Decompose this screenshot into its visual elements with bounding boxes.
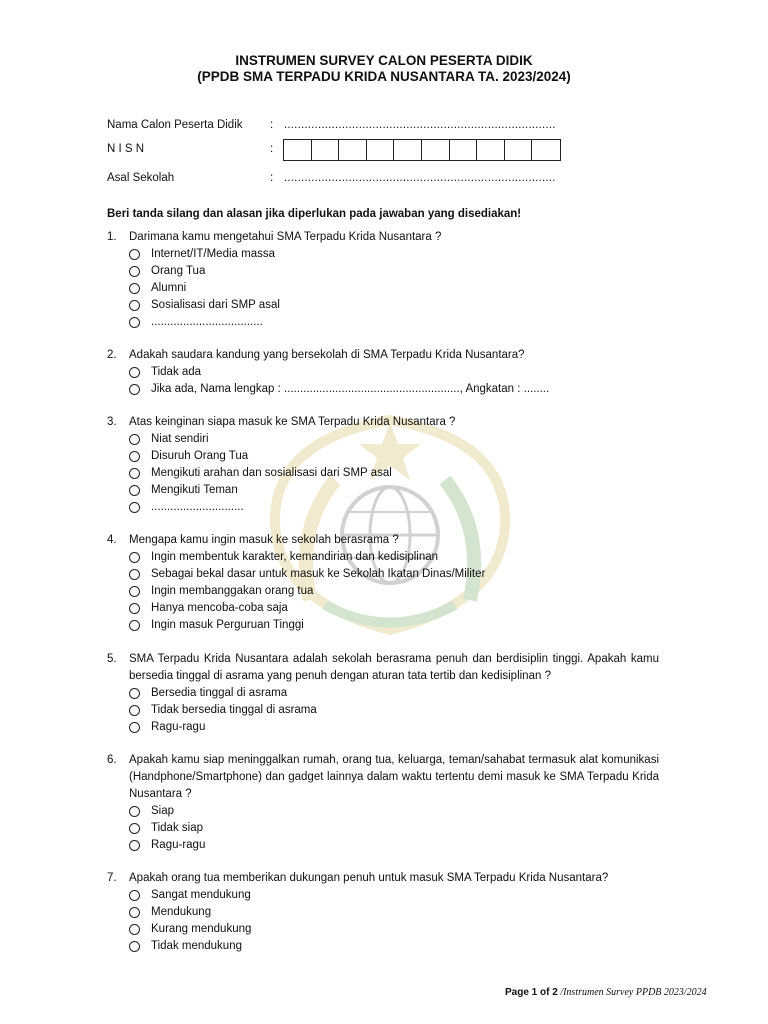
question-text: Atas keinginan siapa masuk ke SMA Terpadu Krida Nusantara ?: [129, 416, 456, 428]
document-title: INSTRUMEN SURVEY CALON PESERTA DIDIK: [235, 53, 533, 68]
question-number: 6.: [107, 754, 117, 766]
radio-circle-icon[interactable]: [129, 451, 140, 462]
question-7: [107, 870, 659, 955]
option-label: Sebagai bekal dasar untuk masuk ke Sekolah Ikatan Dinas/Militer: [151, 568, 486, 580]
radio-circle-icon[interactable]: [129, 705, 140, 716]
question-1: [107, 229, 659, 331]
radio-circle-icon[interactable]: [129, 552, 140, 563]
footer-document-name: /Instrumen Survey PPDB 2023/2024: [557, 987, 707, 998]
answer-option[interactable]: [129, 921, 659, 938]
option-label: Tidak ada: [151, 366, 202, 378]
option-label: Orang Tua: [151, 265, 206, 277]
answer-option[interactable]: [129, 263, 659, 280]
radio-circle-icon[interactable]: [129, 806, 140, 817]
option-label: Mengikuti arahan dan sosialisasi dari SMP asal: [151, 467, 392, 479]
answer-option[interactable]: [129, 938, 659, 955]
answer-option[interactable]: [129, 702, 659, 719]
nisn-digit-box[interactable]: [477, 140, 505, 160]
option-label: Sangat mendukung: [151, 889, 251, 901]
answer-option[interactable]: [129, 600, 659, 617]
question-4: [107, 532, 659, 634]
page-footer: [505, 987, 707, 998]
radio-circle-icon[interactable]: [129, 468, 140, 479]
answer-option[interactable]: [129, 280, 659, 297]
answer-option[interactable]: [129, 566, 659, 583]
option-label: Alumni: [151, 282, 187, 294]
option-label: Mengikuti Teman: [151, 484, 238, 496]
option-label: Bersedia tinggal di asrama: [151, 687, 288, 699]
option-label: Kurang mendukung: [151, 923, 252, 935]
radio-circle-icon[interactable]: [129, 384, 140, 395]
answer-option[interactable]: [129, 499, 659, 516]
option-label: Tidak siap: [151, 822, 203, 834]
answer-option[interactable]: [129, 297, 659, 314]
radio-circle-icon[interactable]: [129, 434, 140, 445]
radio-circle-icon[interactable]: [129, 283, 140, 294]
question-2: [107, 347, 659, 398]
nisn-digit-box[interactable]: [505, 140, 533, 160]
answer-option[interactable]: [129, 617, 659, 634]
option-label: Ingin membanggakan orang tua: [151, 585, 314, 597]
question-number: 1.: [107, 231, 117, 243]
question-text: SMA Terpadu Krida Nusantara adalah sekolah berasrama penuh dan berdisiplin tinggi. Apakah kamu bersedia tinggal di asrama yang penuh dengan aturan tata tertib dan kedisiplinan ?: [129, 653, 659, 682]
radio-circle-icon[interactable]: [129, 249, 140, 260]
instruction-text: Beri tanda silang dan alasan jika diperlukan pada jawaban yang disediakan!: [107, 208, 522, 220]
radio-circle-icon[interactable]: [129, 941, 140, 952]
field-colon: :: [270, 172, 274, 184]
option-label: Niat sendiri: [151, 433, 209, 445]
option-label: Tidak mendukung: [151, 940, 242, 952]
option-label: Siap: [151, 805, 175, 817]
answer-option[interactable]: [129, 803, 659, 820]
answer-option[interactable]: [129, 820, 659, 837]
question-6: [107, 752, 659, 854]
radio-circle-icon[interactable]: [129, 586, 140, 597]
nisn-digit-box[interactable]: [422, 140, 450, 160]
nisn-input-boxes[interactable]: [283, 139, 561, 161]
option-label: Jika ada, Nama lengkap : ......................................................., Angkatan : ........: [151, 383, 550, 395]
answer-option[interactable]: [129, 381, 659, 398]
field-colon: :: [270, 143, 274, 155]
question-text: Adakah saudara kandung yang bersekolah di SMA Terpadu Krida Nusantara?: [129, 349, 525, 361]
field-asal-sekolah-input[interactable]: ................................................................................: [284, 172, 556, 184]
option-label: Ingin masuk Perguruan Tinggi: [151, 619, 304, 631]
answer-option[interactable]: [129, 364, 659, 381]
field-label-nama: Nama Calon Peserta Didik: [107, 119, 243, 131]
document-subtitle: (PPDB SMA TERPADU KRIDA NUSANTARA TA. 2023/2024): [197, 69, 571, 84]
radio-circle-icon[interactable]: [129, 367, 140, 378]
answer-option[interactable]: [129, 549, 659, 566]
answer-option[interactable]: [129, 887, 659, 904]
option-label: Mendukung: [151, 906, 212, 918]
question-number: 4.: [107, 534, 117, 546]
radio-circle-icon[interactable]: [129, 688, 140, 699]
radio-circle-icon[interactable]: [129, 890, 140, 901]
option-label: Ingin membentuk karakter, kemandirian dan kedisiplinan: [151, 551, 439, 563]
answer-option[interactable]: [129, 448, 659, 465]
question-number: 3.: [107, 416, 117, 428]
radio-circle-icon[interactable]: [129, 722, 140, 733]
radio-circle-icon[interactable]: [129, 317, 140, 328]
option-label: Disuruh Orang Tua: [151, 450, 249, 462]
field-label-nisn: N I S N: [107, 143, 145, 155]
option-label: Internet/IT/Media massa: [151, 248, 275, 260]
radio-circle-icon[interactable]: [129, 620, 140, 631]
nisn-digit-box[interactable]: [339, 140, 367, 160]
option-label: Tidak bersedia tinggal di asrama: [151, 704, 317, 716]
option-label: Ragu-ragu: [151, 721, 206, 733]
nisn-digit-box[interactable]: [532, 140, 560, 160]
question-number: 7.: [107, 872, 117, 884]
answer-option[interactable]: [129, 583, 659, 600]
radio-circle-icon[interactable]: [129, 266, 140, 277]
nisn-digit-box[interactable]: [367, 140, 395, 160]
question-text: Apakah kamu siap meninggalkan rumah, orang tua, keluarga, teman/sahabat termasuk alat komunikasi (Handphone/Smartphone) dan gadget lainnya dalam waktu tertentu demi masuk ke SMA Terpadu Krida Nusantara ?: [129, 754, 659, 800]
answer-option[interactable]: [129, 246, 659, 263]
radio-circle-icon[interactable]: [129, 823, 140, 834]
question-text: Mengapa kamu ingin masuk ke sekolah berasrama ?: [129, 534, 399, 546]
question-3: [107, 414, 659, 516]
option-label: Ragu-ragu: [151, 839, 206, 851]
answer-option[interactable]: [129, 837, 659, 854]
answer-option[interactable]: [129, 431, 659, 448]
radio-circle-icon[interactable]: [129, 924, 140, 935]
radio-circle-icon[interactable]: [129, 300, 140, 311]
option-label: ...................................: [151, 316, 263, 328]
field-label-asal-sekolah: Asal Sekolah: [107, 172, 175, 184]
question-5: [107, 651, 659, 736]
answer-option[interactable]: [129, 685, 659, 702]
field-colon: :: [270, 119, 274, 131]
radio-circle-icon[interactable]: [129, 569, 140, 580]
nisn-digit-box[interactable]: [312, 140, 340, 160]
radio-circle-icon[interactable]: [129, 840, 140, 851]
answer-option[interactable]: [129, 904, 659, 921]
radio-circle-icon[interactable]: [129, 502, 140, 513]
nisn-digit-box[interactable]: [450, 140, 478, 160]
nisn-digit-box[interactable]: [394, 140, 422, 160]
question-text: Darimana kamu mengetahui SMA Terpadu Krida Nusantara ?: [129, 231, 442, 243]
answer-option[interactable]: [129, 465, 659, 482]
radio-circle-icon[interactable]: [129, 485, 140, 496]
question-text: Apakah orang tua memberikan dukungan penuh untuk masuk SMA Terpadu Krida Nusantara?: [129, 872, 609, 884]
option-label: .............................: [151, 501, 244, 513]
radio-circle-icon[interactable]: [129, 907, 140, 918]
option-label: Hanya mencoba-coba saja: [151, 602, 288, 614]
field-nama-input[interactable]: ................................................................................: [284, 119, 556, 131]
question-number: 2.: [107, 349, 117, 361]
answer-option[interactable]: [129, 314, 659, 331]
nisn-digit-box[interactable]: [284, 140, 312, 160]
page-number: Page 1 of 2: [505, 987, 558, 998]
option-label: Sosialisasi dari SMP asal: [151, 299, 280, 311]
answer-option[interactable]: [129, 482, 659, 499]
answer-option[interactable]: [129, 719, 659, 736]
question-number: 5.: [107, 653, 117, 665]
radio-circle-icon[interactable]: [129, 603, 140, 614]
